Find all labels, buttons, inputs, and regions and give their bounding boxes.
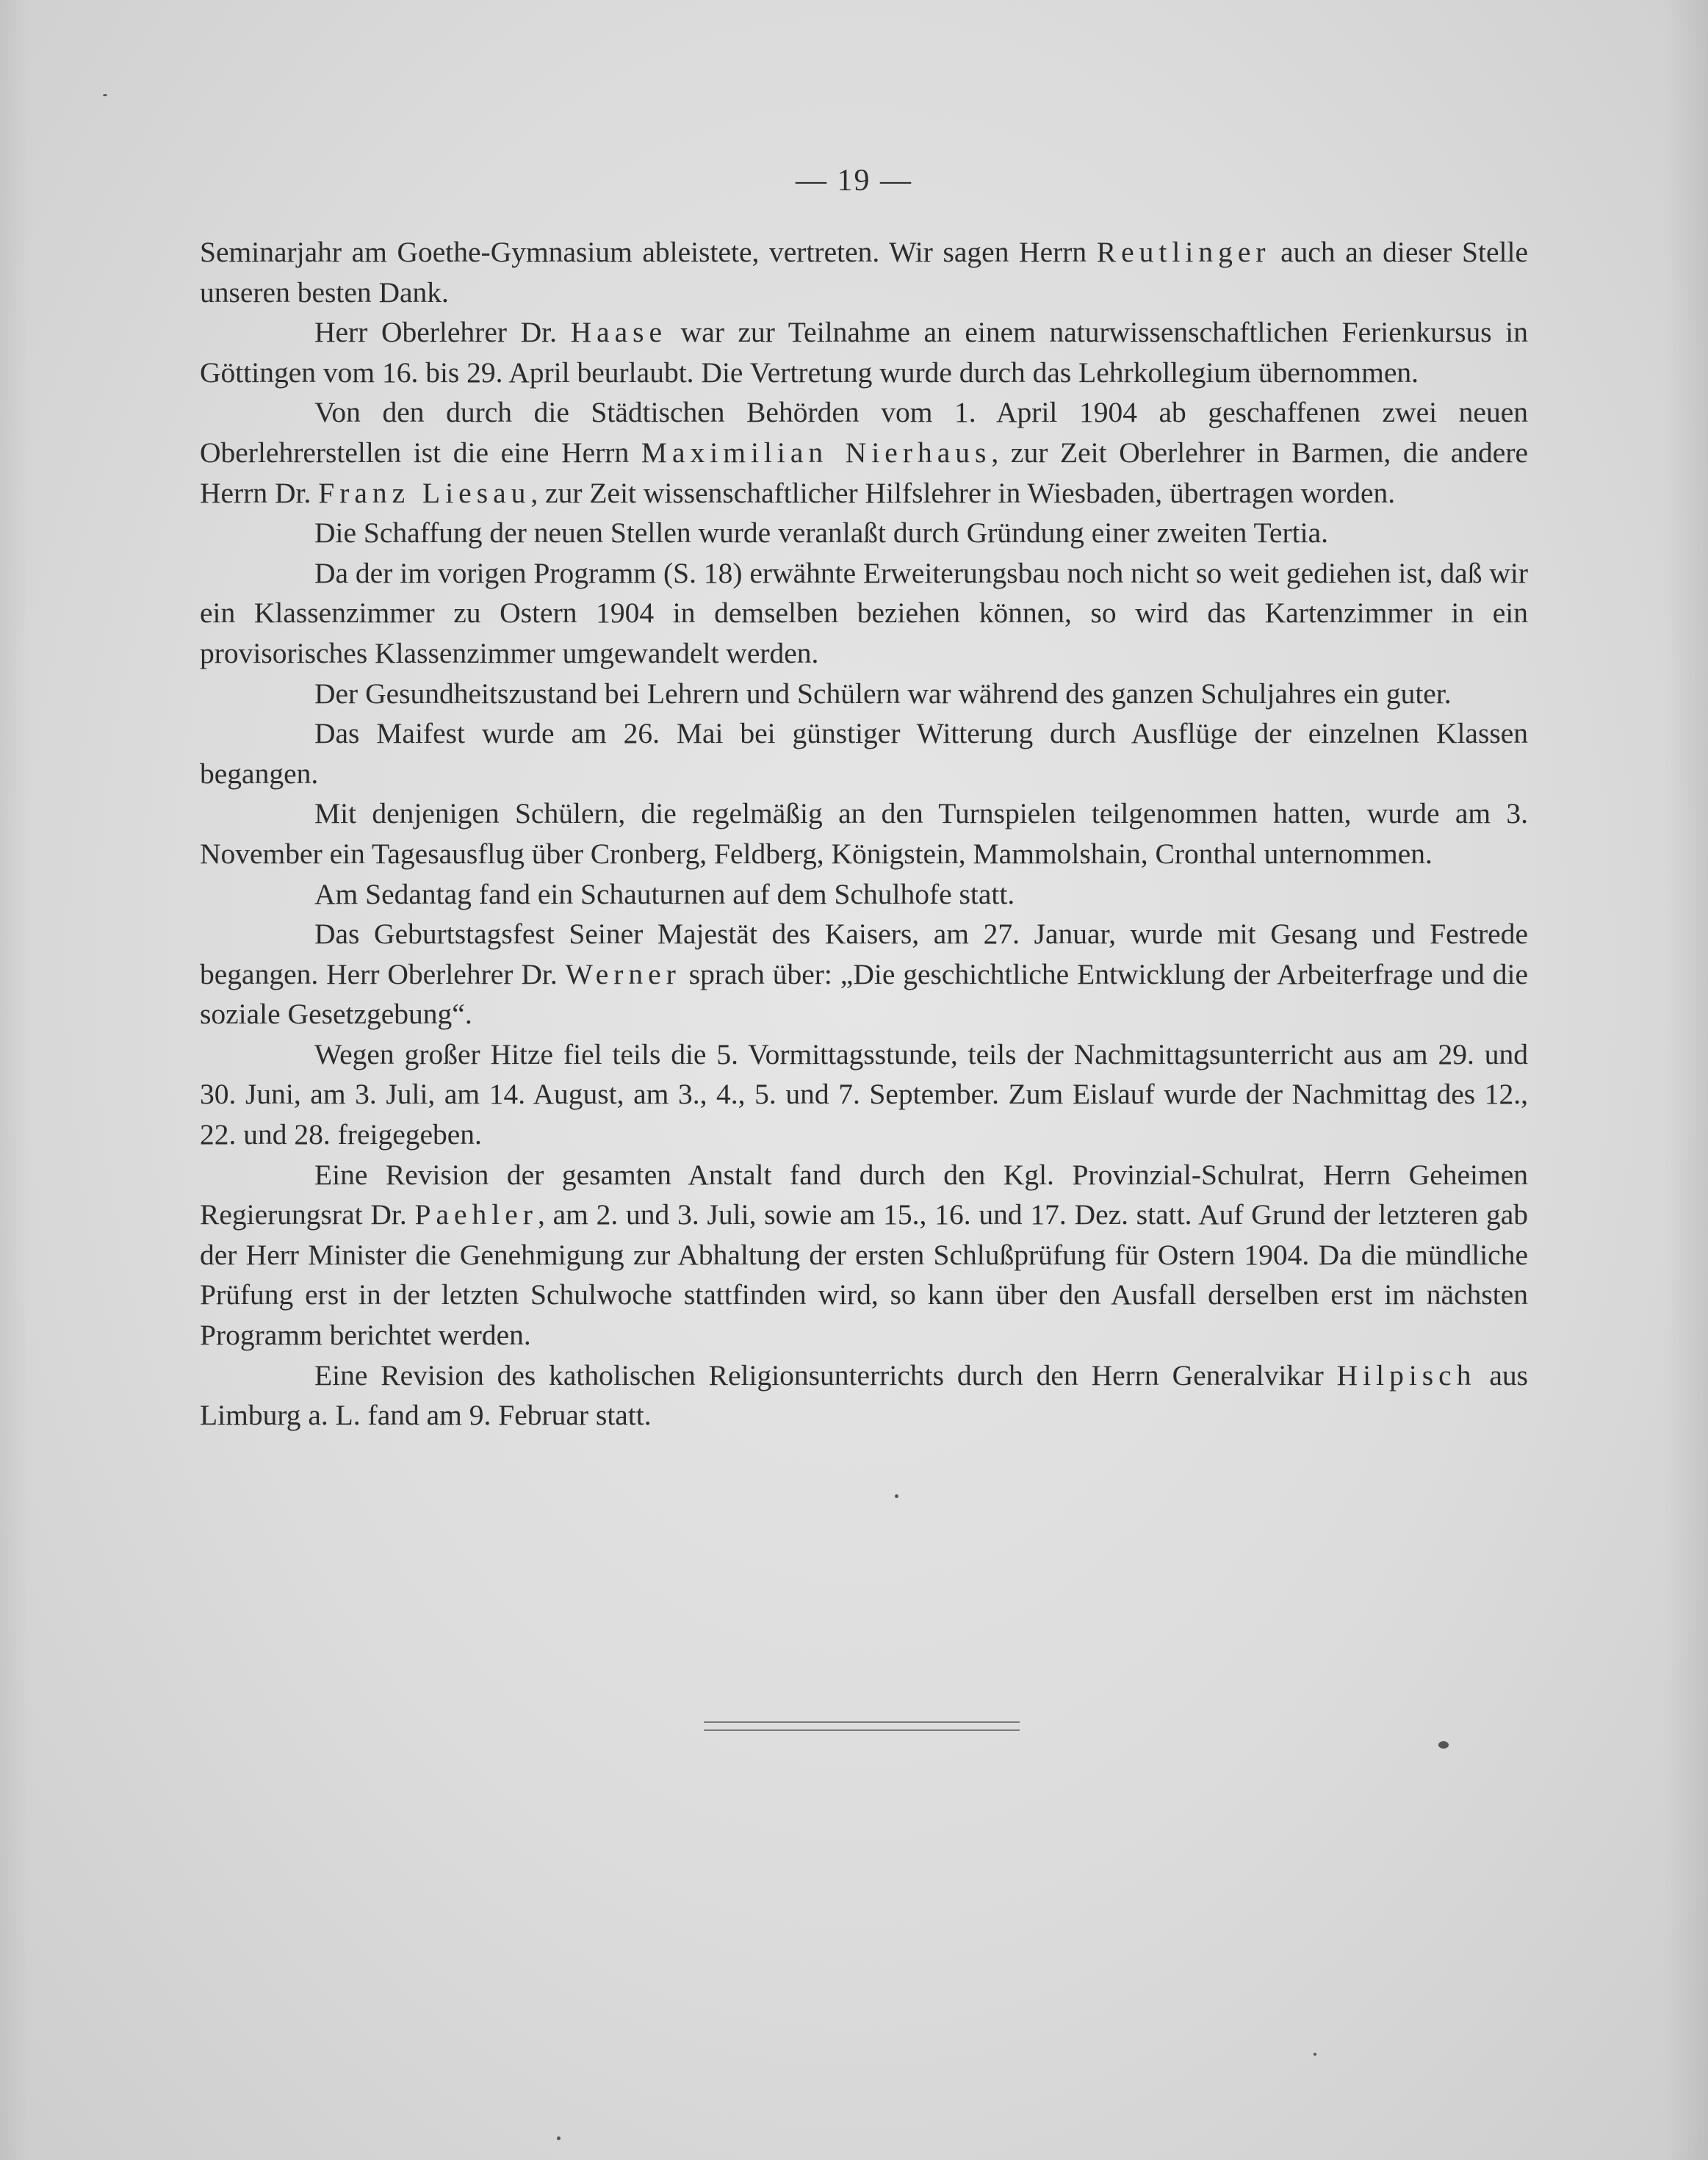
print-speck — [1314, 2053, 1316, 2056]
paragraph — [200, 553, 1528, 674]
paragraph — [200, 713, 1528, 793]
print-speck — [895, 1494, 898, 1498]
paragraph — [200, 513, 1528, 553]
text-run: Am Sedantag fand ein Schauturnen auf dem Schulhofe statt. — [314, 877, 1015, 910]
paragraph — [200, 392, 1528, 513]
text-run: Herr Oberlehrer Dr. — [314, 316, 571, 349]
text-run: Das Maifest wurde am 26. Mai bei günstiger Witterung durch Ausflüge der einzelnen Klassen begangen. — [200, 717, 1528, 790]
spaced-name: Franz Liesau — [318, 476, 531, 509]
page-number: — 19 — — [796, 164, 912, 198]
spaced-name: Paehler — [414, 1198, 538, 1231]
page-edge-shadow-right — [1664, 0, 1708, 2160]
text-run: Seminarjahr am Goethe-Gymnasium ableistete, vertreten. Wir sagen Herrn — [200, 236, 1097, 268]
text-run: Eine Revision des katholischen Religionsunterrichts durch den Herrn Generalvikar — [314, 1358, 1337, 1392]
text-run: , am 2. und 3. Juli, sowie am 15., 16. und 17. Dez. statt. Auf Grund der letzteren gab der Herr Minister die Genehmigung zur Abhaltung der ersten Schlußprüfung für Ostern 1904. Da die mündliche Prüfung erst in der letzten Schulwoche stattfinden wird, so kann über den Ausfall derselben erst im nächsten Programm berichtet werden. — [200, 1198, 1528, 1352]
text-run: , zur Zeit Oberlehrer in Barmen, die andere Herrn Dr. — [200, 436, 1529, 509]
text-run: Wegen großer Hitze fiel teils die 5. Vormittagsstunde, teils der Nachmittagsunterricht aus am 29. und 30. Juni, am 3. Juli, am 14. August, am 3., 4., 5. und 7. September. Zum Eislauf wurde der Nachmittag des 12., 22. und 28. freigegeben. — [200, 1037, 1528, 1151]
paragraph — [200, 793, 1528, 874]
paragraph — [200, 1155, 1528, 1356]
section-divider-rule — [704, 1721, 1020, 1731]
paragraph — [200, 232, 1528, 312]
paragraph — [200, 914, 1528, 1034]
text-run: Mit denjenigen Schülern, die regelmäßig an den Turnspielen teilgenommen hatten, wurde am 3. November ein Tagesausflug über Cronberg, Feldberg, Königstein, Mammolshain, Cronthal unternommen. — [200, 797, 1528, 870]
text-run: Das Geburtstagsfest Seiner Majestät des Kaisers, am 27. Januar, wurde mit Gesang und Festrede begangen. Herr Oberlehrer Dr. — [200, 918, 1528, 990]
text-run: Von den durch die Städtischen Behörden vom 1. April 1904 ab geschaffenen zwei neuen Oberlehrerstellen ist die eine Herrn — [200, 396, 1528, 469]
text-run: Der Gesundheitszustand bei Lehrern und Schülern war während des ganzen Schuljahres ein guter. — [314, 677, 1452, 710]
spaced-name: Reutlinger — [1096, 236, 1271, 268]
text-run: sprach über: „Die geschichtliche Entwicklung der Arbeiterfrage und die soziale Gesetzgebung“. — [200, 957, 1528, 1031]
body-text — [200, 232, 1528, 1436]
paragraph — [200, 674, 1528, 714]
text-run: , zur Zeit wissenschaftlicher Hilfslehrer in Wiesbaden, übertragen worden. — [530, 476, 1396, 509]
text-run: war zur Teilnahme an einem naturwissenschaftlichen Ferienkursus in Göttingen vom 16. bis 29. April beurlaubt. Die Vertretung wurde durch das Lehrkollegium übernommen. — [200, 316, 1528, 389]
text-run: Eine Revision der gesamten Anstalt fand durch den Kgl. Provinzial-Schulrat, Herrn Geheimen Regierungsrat Dr. — [200, 1158, 1528, 1231]
paragraph — [200, 874, 1528, 915]
spaced-name: Hilpisch — [1336, 1358, 1477, 1392]
text-run: auch an dieser Stelle unseren besten Dank. — [200, 236, 1528, 309]
text-run: aus Limburg a. L. fand am 9. Februar statt. — [200, 1358, 1528, 1432]
text-run: Die Schaffung der neuen Stellen wurde veranlaßt durch Gründung einer zweiten Tertia. — [314, 516, 1328, 550]
page-edge-shadow-left — [0, 0, 29, 2160]
spaced-name: Maximilian Nierhaus — [641, 436, 992, 469]
paragraph — [200, 1356, 1528, 1436]
print-speck — [557, 2136, 561, 2140]
print-speck — [103, 94, 107, 96]
paragraph — [200, 312, 1528, 392]
text-run: Da der im vorigen Programm (S. 18) erwähnte Erweiterungsbau noch nicht so weit gediehen ist, daß wir ein Klassenzimmer zu Ostern 1904 in demselben beziehen können, so wird das Kartenzimmer in ein provisorisches Klassenzimmer umgewandelt werden. — [200, 556, 1528, 669]
print-speck — [1438, 1741, 1449, 1749]
spaced-name: Haase — [570, 316, 668, 349]
paragraph — [200, 1034, 1528, 1155]
spaced-name: Werner — [565, 957, 681, 990]
